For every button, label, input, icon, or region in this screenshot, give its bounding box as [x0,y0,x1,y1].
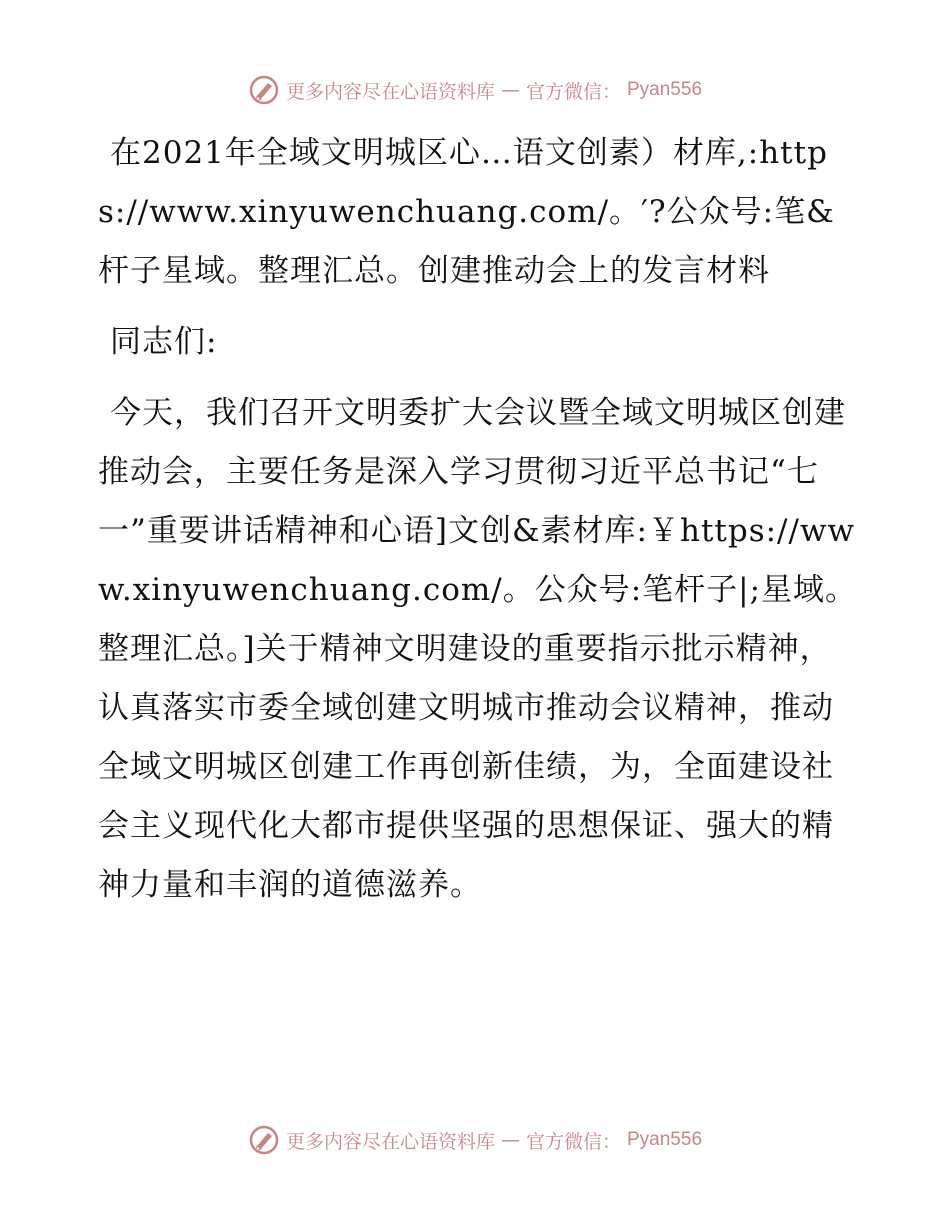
watermark-text: 更多内容尽在心语资料库 [285,80,495,103]
paragraph-title: 在2021年全域文明城区心…语文创素）材库,:https://www.xinyuwenchuang.com/。′?公众号:笔&杆子星域。整理汇总。创建推动会上的发言材料 [98,135,835,289]
watermark-separator: — [500,1129,520,1151]
header-watermark [0,70,950,110]
pen-logo-icon [248,74,280,106]
watermark-separator: — [500,79,520,101]
paragraph-salutation: 同志们: [110,324,218,360]
footer-watermark [0,1120,950,1160]
paragraph-body: 今天，我们召开文明委扩大会议暨全域文明城区创建推动会，主要任务是深入学习贯彻习近平总书记“七一”重要讲话精神和心语]文创&素材库:￥https://www.xinyuwenchuang.com/。公众号:笔杆子|;星域。整理汇总。]关于精神文明建设的重要指示批示精神，认真落实市委全域创建文明城市推动会议精神，推动全域文明城区创建工作再创新佳绩，为，全面建设社会主义现代化大都市提供坚强的思想保证、强大的精神力量和丰润的道德滋养。 [98,395,858,903]
watermark-wechat-label: 官方微信： [525,1130,621,1153]
pen-logo-icon [248,1124,280,1156]
watermark-wechat-label: 官方微信： [525,80,621,103]
document-body [98,124,858,927]
watermark-text: 更多内容尽在心语资料库 [285,1130,495,1153]
watermark-wechat-id: Pyan556 [627,79,703,100]
watermark-wechat-id: Pyan556 [627,1129,703,1150]
